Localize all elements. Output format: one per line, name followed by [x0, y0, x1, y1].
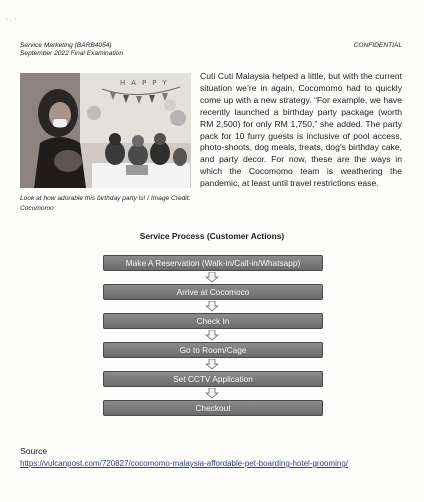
flow-arrow [99, 358, 325, 371]
flow-arrow [99, 329, 325, 342]
step-set-cctv: Set CCTV Application [103, 371, 323, 387]
flow-arrow [99, 300, 325, 313]
step-arrive: Arrive at Cocomoco [103, 284, 323, 300]
birthday-party-photo [20, 73, 191, 188]
arrow-down-icon [205, 301, 219, 312]
source-link[interactable]: https://vulcanpost.com/720827/cocomomo-malaysia-affordable-pet-boarding-hotel-grooming/ [20, 459, 349, 468]
arrow-down-icon [205, 388, 219, 399]
step-go-to-room: Go to Room/Cage [103, 342, 323, 358]
arrow-down-icon [205, 359, 219, 370]
flow-arrow [99, 387, 325, 400]
arrow-down-icon [205, 272, 219, 283]
service-process-flow [99, 255, 325, 416]
process-title: Service Process (Customer Actions) [139, 231, 285, 241]
course-title: Service Marketing (BARB4054) [20, 42, 112, 49]
header-left [20, 42, 123, 58]
flow-arrow [99, 271, 325, 284]
step-make-reservation: Make A Reservation (Walk-in/Call-in/Whatsapp) [103, 255, 323, 271]
photo-illustration [20, 73, 191, 188]
confidential-label: CONFIDENTIAL [353, 42, 402, 49]
photo-caption: Look at how adorable this birthday party is! / Image Credit: Cocomomo [20, 195, 191, 212]
step-check-in: Check In [103, 313, 323, 329]
source-label: Source [20, 446, 48, 456]
scan-mark: · · [6, 16, 19, 23]
arrow-down-icon [205, 330, 219, 341]
step-checkout: Checkout [103, 400, 323, 416]
exam-title: September 2022 Final Examination [20, 50, 123, 57]
article-paragraph: Cuti Cuti Malaysia helped a little, but with the current situation we’re in again, Cocomomo had to quickly come up with a new strategy. “For example, we have recently launched a birthday party package (worth RM 2,500) for only RM 1,750,” she added. The party pack for 10 furry guests is inclusive of pool access, photo-shoots, dog meals, treats, dog’s birthday cake, and party decor. For now, these are the ways in which the Cocomomo team is weathering the pandemic, at least until travel restrictions ease. [200, 71, 402, 189]
party-banner-text: HAPPY [120, 79, 173, 87]
